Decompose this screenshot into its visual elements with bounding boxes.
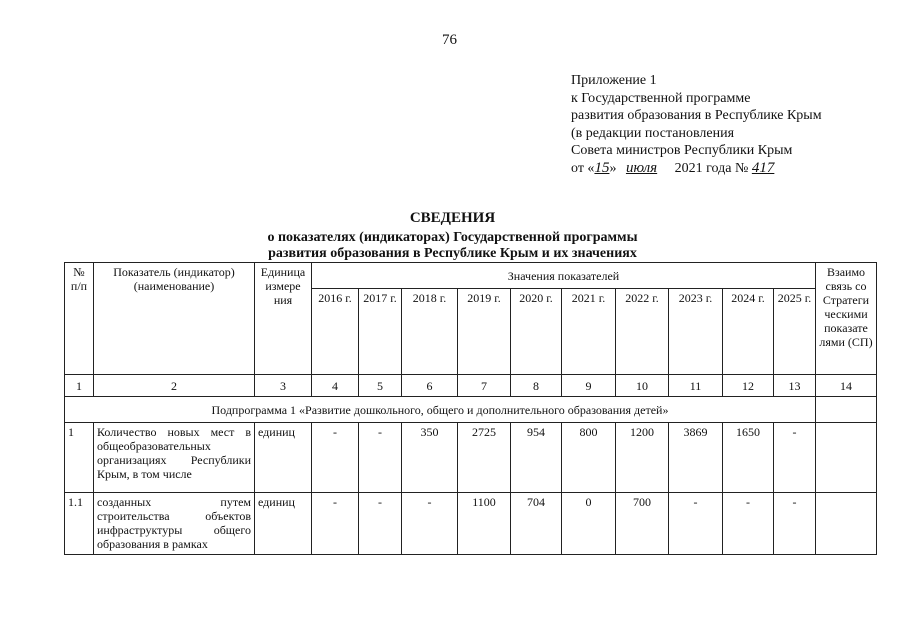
row-value: - xyxy=(312,423,359,493)
column-number: 10 xyxy=(616,375,669,397)
column-number: 5 xyxy=(359,375,402,397)
column-number: 3 xyxy=(255,375,312,397)
appendix-line: (в редакции постановления xyxy=(571,125,735,141)
page-number: 76 xyxy=(442,32,457,48)
appendix-line: к Государственной программе xyxy=(571,90,751,106)
header-link: Взаимо связь со Стратеги ческими показате лями (СП) xyxy=(816,263,877,375)
column-number: 6 xyxy=(402,375,458,397)
doc-number: 417 xyxy=(751,159,775,176)
row-value: - xyxy=(774,493,816,555)
row-value: 1650 xyxy=(723,423,774,493)
header-year: 2019 г. xyxy=(458,289,511,375)
column-number: 13 xyxy=(774,375,816,397)
row-num: 1.1 xyxy=(65,493,94,555)
subprogram-link-cell xyxy=(816,397,877,423)
row-link xyxy=(816,493,877,555)
header-year: 2021 г. xyxy=(562,289,616,375)
table-row xyxy=(65,423,877,493)
row-value: 3869 xyxy=(669,423,723,493)
doc-subtitle-line-2: развития образования в Республике Крым и их значениях xyxy=(268,246,637,261)
column-numbers-row xyxy=(65,375,877,397)
row-value: 0 xyxy=(562,493,616,555)
row-indicator: созданных путем строительства объектов инфраструктуры общего образования в рамках xyxy=(94,493,255,555)
column-number: 8 xyxy=(511,375,562,397)
row-value: - xyxy=(359,423,402,493)
date-prefix: от « xyxy=(571,160,595,176)
doc-subtitle-line-1: о показателях (индикаторах) Государственной программы xyxy=(267,230,638,245)
header-values-group: Значения показателей xyxy=(312,263,816,289)
column-number: 9 xyxy=(562,375,616,397)
column-number: 11 xyxy=(669,375,723,397)
row-indicator: Количество новых мест в общеобразовательных организациях Республики Крым, в том числе xyxy=(94,423,255,493)
appendix-line: Совета министров Республики Крым xyxy=(571,143,793,159)
doc-title: СВЕДЕНИЯ xyxy=(409,210,496,226)
column-number: 12 xyxy=(723,375,774,397)
row-unit: единиц xyxy=(255,423,312,493)
header-indicator: Показатель (индикатор) (наименование) xyxy=(94,263,255,375)
table-row xyxy=(65,493,877,555)
row-link xyxy=(816,423,877,493)
header-unit: Единица измере ния xyxy=(255,263,312,375)
header-year: 2017 г. xyxy=(359,289,402,375)
appendix-date-line xyxy=(571,160,891,178)
date-day: 15 xyxy=(594,159,610,176)
appendix-line: развития образования в Республике Крым xyxy=(571,108,822,124)
header-year: 2024 г. xyxy=(723,289,774,375)
header-year: 2020 г. xyxy=(511,289,562,375)
date-month: июля xyxy=(625,159,658,176)
appendix-block xyxy=(571,72,891,178)
column-number: 4 xyxy=(312,375,359,397)
row-value: - xyxy=(312,493,359,555)
header-year: 2016 г. xyxy=(312,289,359,375)
row-value: - xyxy=(774,423,816,493)
header-num: № п/п xyxy=(65,263,94,375)
row-value: 800 xyxy=(562,423,616,493)
row-value: 704 xyxy=(511,493,562,555)
appendix-line: Приложение 1 xyxy=(571,73,657,88)
row-value: 700 xyxy=(616,493,669,555)
row-value: 2725 xyxy=(458,423,511,493)
indicators-table xyxy=(64,262,877,555)
date-quote-close: » xyxy=(609,160,617,176)
row-value: 954 xyxy=(511,423,562,493)
subprogram-title: Подпрограмма 1 «Развитие дошкольного, общего и дополнительного образования детей» xyxy=(65,397,816,423)
column-number: 14 xyxy=(816,375,877,397)
header-year: 2022 г. xyxy=(616,289,669,375)
row-num: 1 xyxy=(65,423,94,493)
header-year: 2023 г. xyxy=(669,289,723,375)
column-number: 2 xyxy=(94,375,255,397)
column-number: 1 xyxy=(65,375,94,397)
row-unit: единиц xyxy=(255,493,312,555)
row-value: 1100 xyxy=(458,493,511,555)
row-value: - xyxy=(669,493,723,555)
date-year: 2021 года № xyxy=(674,160,749,176)
subprogram-row xyxy=(65,397,877,423)
column-number: 7 xyxy=(458,375,511,397)
row-value: 1200 xyxy=(616,423,669,493)
row-value: - xyxy=(723,493,774,555)
header-year: 2025 г. xyxy=(774,289,816,375)
row-value: 350 xyxy=(402,423,458,493)
header-year: 2018 г. xyxy=(402,289,458,375)
row-value: - xyxy=(359,493,402,555)
row-value: - xyxy=(402,493,458,555)
